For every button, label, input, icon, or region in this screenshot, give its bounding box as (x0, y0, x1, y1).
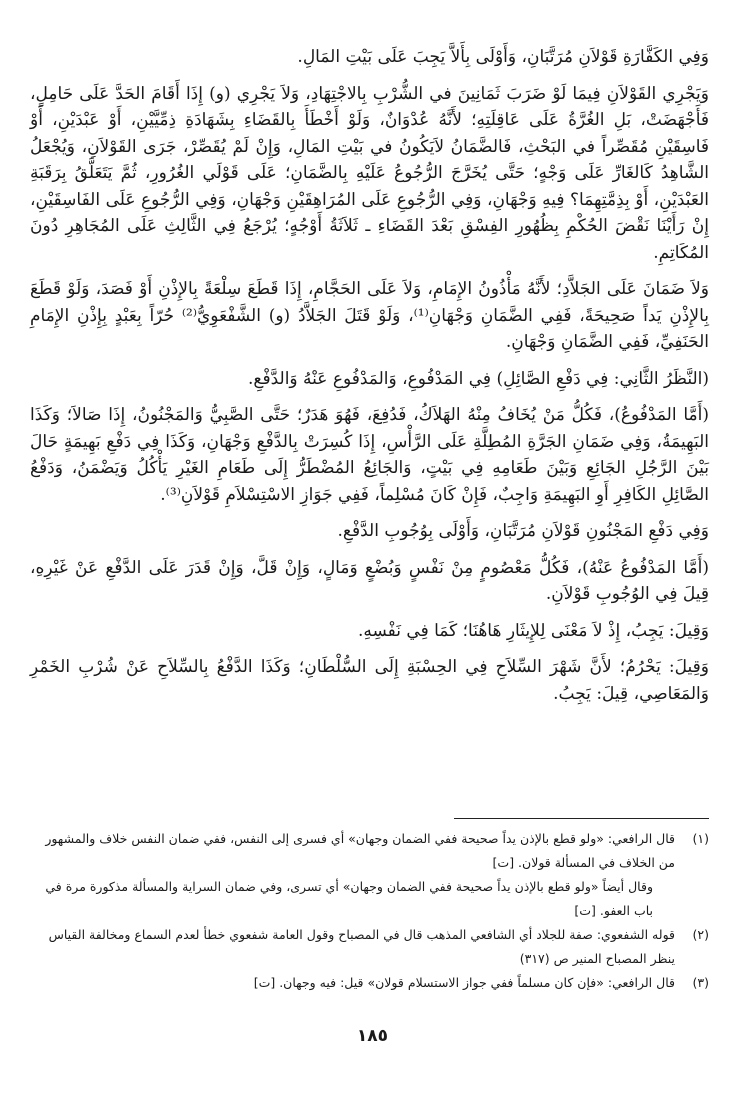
footnote-body (30, 827, 675, 923)
footnote-body (30, 923, 675, 971)
footnote-number: (٣) (692, 975, 709, 990)
paragraph-4: (النَّظَرُ الثَّانِي: فِي دَفْعِ الصَّائِلِ) فِي المَدْفُوعِ، وَالمَدْفُوعِ عَنْهُ وَالدَّفْعِ. (248, 368, 709, 389)
footnote (30, 923, 709, 971)
footnote-line: قوله الشفعوي: صفة للجلاد أي الشافعي المذهب قال في المصباح وقول العامة شفعوي خطأ لعدم السماع ومخالفة القياس ينظر المصباح المنير ص (٣١٧) (48, 927, 675, 966)
paragraph-8: وَقِيلَ: يَجِبُ، إِذْ لاَ مَعْنَى لِلإِيثَارِ هَاهُنَا؛ كَمَا فِي نَفْسِهِ. (358, 620, 709, 641)
page-number: ١٨٥ (356, 1026, 389, 1046)
footnotes (30, 827, 709, 995)
footnote-line: قال الرافعي: «ولو قطع بالإذن يداً صحيحة ففي الضمان وجهان» أي فسرى إلى النفس، ففي ضمان النفس خلاف والمشهور من الخلاف في المسألة قولان. [ت] (45, 831, 675, 870)
footnote-number: (٢) (692, 927, 709, 942)
footnote-line: وقال أيضاً «ولو قطع بالإذن يداً صحيحة ففي الضمان وجهان» أي تسرى، وفي ضمان السراية والمسألة مذكورة مرة في باب العفو. [ت] (45, 879, 653, 918)
footnote (30, 827, 709, 923)
footnote-line: قال الرافعي: «فإن كان مسلماً ففي جواز الاستسلام قولان» قيل: فيه وجهان. [ت] (253, 975, 675, 990)
footnote-divider (454, 818, 709, 819)
paragraph-6: وَفِي دَفْعِ المَجْنُونِ قَوْلاَنِ مُرَتَّبَانِ، وَأَوْلَى بِوُجُوبِ الدَّفْعِ. (337, 521, 709, 541)
footnote-number: (١) (692, 831, 709, 846)
footnote (30, 971, 709, 995)
paragraph-7: (أَمَّا المَدْفُوعُ عَنْهُ)، فَكُلُّ مَعْصُومٍ مِنْ نَفْسٍ وَبُضْعٍ وَمَالٍ، وَإِنْ قَلَّ، وَإِنْ قَدَرَ عَلَى الدَّفْعِ عَنْ غَيْرِهِ، قِيلَ فِي الوُجُوبِ قَوْلاَنِ. (30, 557, 709, 604)
paragraph-5: (أَمَّا المَدْفُوعُ)، فَكُلُّ مَنْ يُخَافُ مِنْهُ الهَلاَكُ، فَدُفِعَ، فَهُوَ هَدَرٌ؛ حَتَّى الصَّبِيُّ وَالمَجْنُونُ، إِذَا صَالاَ؛ وَكَذَا البَهِيمَةُ، وَفِي ضَمَانِ الجَرَّةِ المُطِلَّةِ عَلَى الرَّأْسِ، إِذَا كُسِرَتْ بِالدَّفْعِ وَجْهَانِ، وَكَذَا فِي دَفْعِ بَهِيمَةٍ حَالَ بَيْنَ الرَّجُلِ الجَائِعِ وَبَيْنَ طَعَامِهِ فِي بَيْتٍ، وَالجَائِعُ المُضْطَرُّ إِلَى طَعَامِ الغَيْرِ يَأْكُلُ وَيَضْمَنُ، وَدَفْعُ الصَّائِلِ الكَافِرِ أَوِ البَهِيمَةِ وَاجِبٌ، فَإِنْ كَانَ مُسْلِماً، فَفِي جَوَازِ الاسْتِسْلاَمِ قَوْلاَنِ⁽³⁾. (30, 405, 709, 505)
paragraph-1: وَفِي الكَفَّارَةِ قَوْلاَنِ مُرَتَّبَانِ، وَأَوْلَى بِأَلاَّ يَجِبَ عَلَى بَيْتِ المَالِ. (297, 47, 709, 67)
footnote-body (30, 971, 675, 995)
paragraph-9: وَقِيلَ: يَحْرُمُ؛ لأَنَّ شَهْرَ السِّلاَحِ فِي الحِسْبَةِ إِلَى السُّلْطَانِ؛ وَكَذَا الدَّفْعُ بِالسِّلاَحِ عَنْ شُرْبِ الخَمْرِ وَالمَعَاصِي، قِيلَ: يَجِبُ. (30, 657, 709, 704)
main-text (30, 44, 709, 707)
paragraph-3: وَلاَ ضَمَانَ عَلَى الجَلاَّدِ؛ لأَنَّهُ مَأْذُونُ الإِمَامِ، وَلاَ عَلَى الحَجَّامِ، إِذَا قَطَعَ سِلْعَةً بِالإِذْنِ أَوْ فَصَدَ، وَلَوْ قَطَعَ بِالإِذْنِ يَداً صَحِيحَةً، فَفِي الضَّمَانِ وَجْهَانِ⁽¹⁾، وَلَوْ قَتَلَ الجَلاَّدُ (و) الشَّفْعَوِيُّ⁽²⁾ حُرّاً بِعَبْدٍ بِإِذْنِ الإِمَامِ الحَنَفِيِّ، فَفِي الضَّمَانِ وَجْهَانِ. (30, 279, 709, 352)
paragraph-2: وَيَجْرِي القَوْلاَنِ فِيمَا لَوْ ضَرَبَ ثَمَانِينَ في الشُّرْبِ بِالاجْتِهَادِ، وَلاَ يَجْرِي (و) إِذَا أَقَامَ الحَدَّ عَلَى حَامِلٍ، فَأَجْهَضَتْ، بَلِ الغُرَّةُ عَلَى عَاقِلَتِهِ؛ لأَنَّهُ عُدْوَانٌ، وَلَوْ أَخْطَأَ بِالقَضَاءِ بِشَهَادَةِ ذِمِّيَّيْنِ، أَوْ عَبْدَيْنِ، أَوْ فَاسِقَيْنِ مُقَصِّراً في البَحْثِ، فَالضَّمَانُ لاَيَكُونُ في بَيْتِ المَالِ، وَإِنْ لَمْ يُقَصِّرْ، جَرَى القَوْلاَنِ، وَيُجْعَلُ الشَّاهِدُ كَالغَارِّ عَلَى وَجْهٍ؛ حَتَّى يُخَرَّجَ الرُّجُوعُ عَلَيْهِ بِالضَّمَانِ؛ عَلَى قَوْلَي الغُرُورِ، ثُمَّ يَتَعَلَّقُ بِرَقَبَةِ العَبْدَيْنِ، أَوْ بِذِمَّتِهِمَا؟ فِيهِ وَجْهَانِ، وَفِي الرُّجُوعِ عَلَى المُرَاهِقَيْنِ وَجْهَانِ، وَفِي الرُّجُوعِ عَلَى الفَاسِقَيْنِ، إِنْ رَأَيْنَا نَقْضَ الحُكْمِ بِظُهُورِ الفِسْقِ بَعْدَ القَضَاءِ ـ ثَلاَثَةُ أَوْجُهٍ؛ يُرْجَعُ فِي الثَّالِثِ عَلَى المُجَاهِرِ دُونَ المُكَاتِمِ. (30, 83, 709, 263)
